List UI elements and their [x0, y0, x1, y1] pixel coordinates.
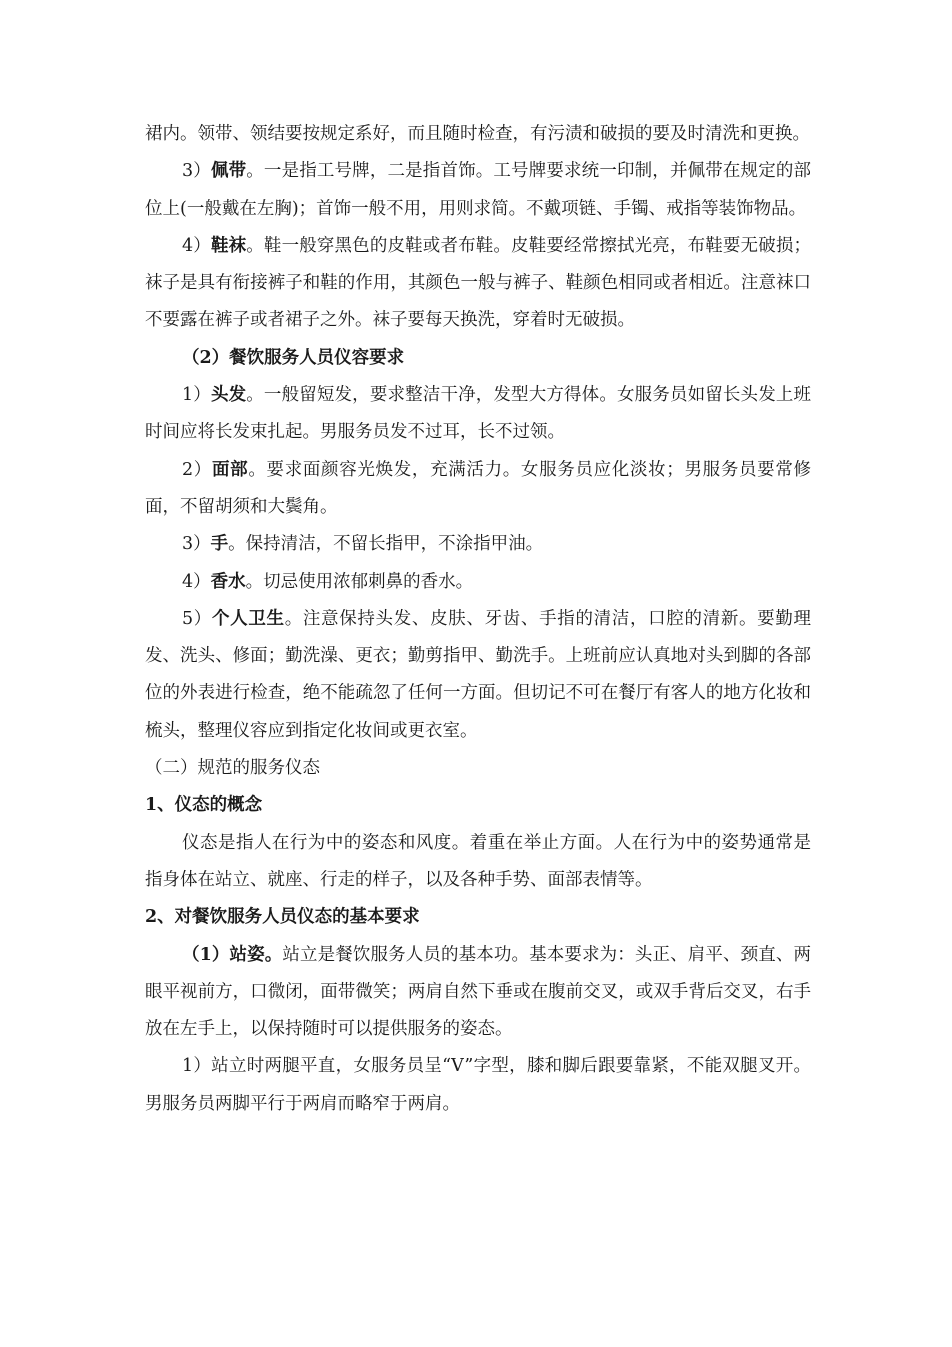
paragraph-hygiene	[145, 601, 811, 750]
section-heading-demeanor: （二）规范的服务仪态	[145, 758, 320, 779]
item-title: 鞋袜	[210, 235, 247, 256]
item-title: 面部	[211, 459, 249, 480]
item-body: 。鞋一般穿黑色的皮鞋或者布鞋。皮鞋要经常擦拭光亮，布鞋要无破损；袜子是具有衔接裤子和鞋的作用，其颜色一般与裤子、鞋颜色相同或者相近。注意袜口不要露在裤子或者裙子之外。袜子要每天换洗，穿着时无破损。	[145, 235, 812, 331]
paragraph-uniform-continued: 裙内。领带、领结要按规定系好，而且随时检查，有污渍和破损的要及时清洗和更换。	[145, 124, 810, 144]
paragraph-standing-posture	[145, 937, 811, 1049]
item-number: 1）	[182, 385, 211, 406]
item-number: 3）	[182, 161, 211, 182]
item-title: 手	[210, 534, 229, 555]
item-title: （1）站姿。	[182, 944, 283, 965]
item-body: 站立是餐饮服务人员的基本功。基本要求为：头正、肩平、颈直、两眼平视前方，口微闭，面带微笑；两肩自然下垂或在腹前交叉，或双手背后交叉，右手放在左手上，以保持随时可以提供服务的姿态。	[145, 944, 811, 1040]
paragraph-demeanor-definition: 仪态是指人在行为中的姿态和风度。着重在举止方面。人在行为中的姿势通常是指身体在站立、就座、行走的样子，以及各种手势、面部表情等。	[145, 832, 811, 890]
item-title: 佩带	[210, 161, 247, 182]
item-number: 2）	[182, 459, 212, 480]
paragraph-hair	[145, 377, 811, 452]
item-title: 香水	[210, 571, 246, 592]
item-number: 5）	[182, 608, 212, 629]
item-body: 。注意保持头发、皮肤、牙齿、手指的清洁，口腔的清新。要勤理发、洗头、修面；勤洗澡、更衣；勤剪指甲、勤洗手。上班前应认真地对头到脚的各部位的外表进行检查，绝不能疏忽了任何一方面。但切记不可在餐厅有客人的地方化妆和梳头，整理仪容应到指定化妆间或更衣室。	[145, 608, 812, 741]
item-body: 。一是指工号牌，二是指首饰。工号牌要求统一印制，并佩带在规定的部位上(一般戴在左胸)；首饰一般不用，用则求简。不戴项链、手镯、戒指等装饰物品。	[145, 161, 812, 219]
paragraph-shoes-socks	[145, 228, 811, 340]
item-title: 头发	[210, 385, 247, 406]
paragraph-perfume	[145, 564, 811, 601]
item-number: 4）	[182, 571, 211, 592]
item-body: 。要求面颜容光焕发，充满活力。女服务员应化淡妆；男服务员要常修面，不留胡须和大鬓角。	[145, 459, 812, 517]
paragraph-hands	[145, 526, 811, 563]
item-body: 。保持清洁，不留长指甲，不涂指甲油。	[228, 534, 544, 555]
item-number: 4）	[182, 235, 211, 256]
document-page	[145, 116, 811, 1123]
item-title: 个人卫生	[211, 608, 285, 629]
heading-demeanor-requirements: 2、对餐饮服务人员仪态的基本要求	[145, 907, 420, 928]
heading-demeanor-concept: 1、仪态的概念	[145, 795, 263, 816]
paragraph-face	[145, 452, 811, 527]
subsection-heading-appearance: （2）餐饮服务人员仪容要求	[182, 347, 405, 368]
paragraph-accessories	[145, 153, 811, 228]
item-number: 3）	[182, 534, 211, 555]
item-body: 。切忌使用浓郁刺鼻的香水。	[245, 571, 474, 592]
item-body: 。一般留短发，要求整洁干净，发型大方得体。女服务员如留长头发上班时间应将长发束扎起。男服务员发不过耳，长不过领。	[145, 385, 812, 443]
paragraph-standing-legs: 1）站立时两腿平直，女服务员呈“V”字型，膝和脚后跟要靠紧，不能双腿叉开。男服务员两脚平行于两肩而略窄于两肩。	[145, 1056, 811, 1114]
